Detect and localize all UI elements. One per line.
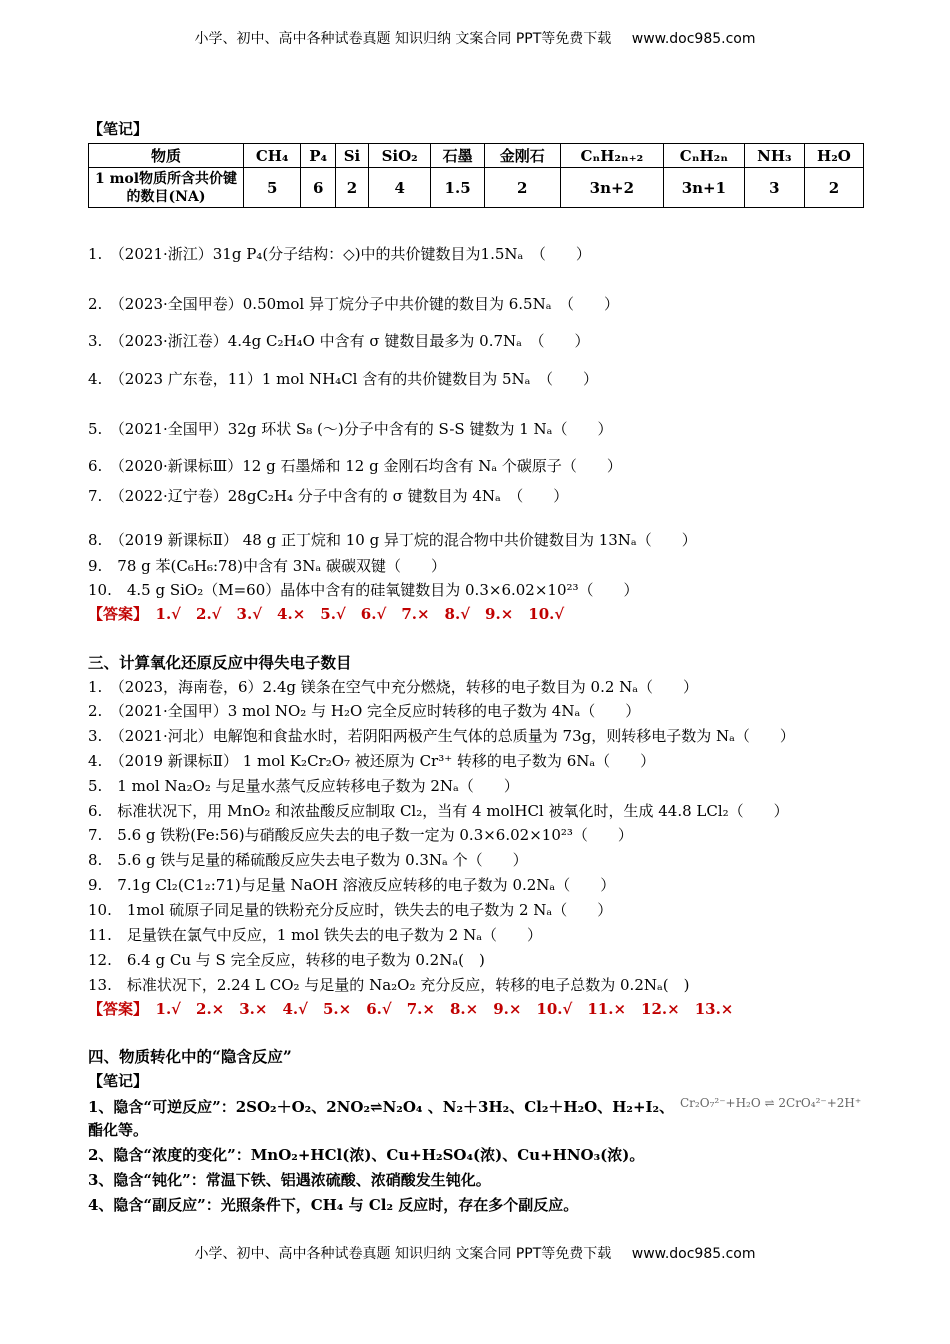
table-value-row: [89, 168, 864, 208]
note-line: 3、隐含“钝化”：常温下铁、铝遇浓硫酸、浓硝酸发生钝化。: [88, 1171, 491, 1189]
note-line: 2、隐含“浓度的变化”：MnO₂+HCl(浓)、Cu+H₂SO₄(浓)、Cu+HNO₃(浓)。: [88, 1146, 645, 1164]
note-label: 【笔记】: [88, 1072, 149, 1090]
question-item: 2. （2021·全国甲）3 mol NO₂ 与 H₂O 完全反应时转移的电子数为 4Nₐ（ ）: [88, 702, 641, 720]
question-item: 4. （2023 广东卷，11）1 mol NH₄Cl 含有的共价键数目为 5Nₐ （ ）: [88, 370, 598, 388]
question-item: 12. 6.4 g Cu 与 S 完全反应，转移的电子数为 0.2Nₐ( ): [88, 951, 485, 969]
note-line: 4、隐含“副反应”：光照条件下，CH₄ 与 Cl₂ 反应时，存在多个副反应。: [88, 1196, 579, 1214]
table-header-cell: 物质: [89, 144, 244, 168]
section-title: 四、物质转化中的“隐含反应”: [88, 1047, 292, 1066]
table-header-cell: 石墨: [431, 144, 484, 168]
header-text: 小学、初中、高中各种试卷真题 知识归纳 文案合同 PPT等免费下载: [194, 31, 612, 47]
table-cell: 5: [244, 168, 301, 208]
bond-count-table: [88, 143, 864, 208]
table-header-cell: CH₄: [244, 144, 301, 168]
question-item: 11. 足量铁在氯气中反应，1 mol 铁失去的电子数为 2 Nₐ（ ）: [88, 926, 542, 944]
section-title: 三、计算氧化还原反应中得失电子数目: [88, 653, 352, 672]
question-item: 10. 1mol 硫原子同足量的铁粉充分反应时，铁失去的电子数为 2 Nₐ（ ）: [88, 901, 613, 919]
table-cell: 2: [336, 168, 369, 208]
table-cell: 1.5: [431, 168, 484, 208]
note-line: 酯化等。: [88, 1121, 149, 1139]
table-header-cell: CₙH₂ₙ₊₂: [560, 144, 663, 168]
table-header-cell: NH₃: [744, 144, 804, 168]
answer-line: 【答案】 1.√ 2.× 3.× 4.√ 5.× 6.√ 7.× 8.× 9.× 10.√ 11.× 12.× 13.×: [88, 1000, 734, 1018]
question-item: 4. （2019 新课标Ⅱ） 1 mol K₂Cr₂O₇ 被还原为 Cr³⁺ 转移的电子数为 6Nₐ（ ）: [88, 752, 656, 770]
footer-text: 小学、初中、高中各种试卷真题 知识归纳 文案合同 PPT等免费下载: [194, 1246, 612, 1262]
table-row-label: 1 mol物质所含共价键的数目(NA): [89, 168, 244, 208]
table-header-cell: H₂O: [804, 144, 863, 168]
question-item: 13. 标准状况下，2.24 L CO₂ 与足量的 Na₂O₂ 充分反应，转移的电子总数为 0.2Nₐ( ): [88, 976, 690, 994]
page-footer: [0, 1243, 950, 1263]
page-header: [0, 28, 950, 48]
table-cell: 4: [368, 168, 431, 208]
table-cell: 2: [484, 168, 560, 208]
header-url[interactable]: www.doc985.com: [631, 31, 756, 47]
question-item: 7. 5.6 g 铁粉(Fe:56)与硝酸反应失去的电子数一定为 0.3×6.02×10²³（ ）: [88, 826, 633, 844]
question-item: 6. 标准状况下，用 MnO₂ 和浓盐酸反应制取 Cl₂，当有 4 molHCl 被氧化时，生成 44.8 LCl₂（ ）: [88, 802, 789, 820]
table-cell: 3n+1: [663, 168, 744, 208]
question-item: 6. （2020·新课标Ⅲ）12 g 石墨烯和 12 g 金刚石均含有 Nₐ 个碳原子（ ）: [88, 457, 622, 475]
note-line: 1、隐含“可逆反应”：2SO₂＋O₂、2NO₂⇌N₂O₄ 、N₂＋3H₂、Cl₂＋H₂O、H₂+I₂、: [88, 1098, 675, 1116]
question-item: 5. （2021·全国甲）32g 环状 S₈ (～)分子中含有的 S-S 键数为 1 Nₐ（ ）: [88, 420, 613, 438]
table-cell: 3: [744, 168, 804, 208]
question-item: 2. （2023·全国甲卷）0.50mol 异丁烷分子中共价键的数目为 6.5Nₐ （ ）: [88, 295, 620, 313]
document-body: [88, 118, 878, 208]
table-header-cell: Si: [336, 144, 369, 168]
table-cell: 2: [804, 168, 863, 208]
table-cell: 6: [301, 168, 336, 208]
table-cell: 3n+2: [560, 168, 663, 208]
note-label: 【笔记】: [88, 120, 149, 138]
equilibrium-snippet: Cr₂O₇²⁻+H₂O ⇌ 2CrO₄²⁻+2H⁺: [680, 1096, 862, 1110]
question-item: 9. 78 g 苯(C₆H₆:78)中含有 3Nₐ 碳碳双键（ ）: [88, 557, 446, 575]
question-item: 1. （2021·浙江）31g P₄(分子结构：◇)中的共价键数目为1.5Nₐ （ ）: [88, 245, 591, 263]
footer-url[interactable]: www.doc985.com: [631, 1246, 756, 1262]
question-item: 8. 5.6 g 铁与足量的稀硫酸反应失去电子数为 0.3Nₐ 个（ ）: [88, 851, 528, 869]
table-header-row: [89, 144, 864, 168]
question-item: 1. （2023，海南卷，6）2.4g 镁条在空气中充分燃烧，转移的电子数目为 0.2 Nₐ（ ）: [88, 678, 699, 696]
table-header-cell: 金刚石: [484, 144, 560, 168]
question-item: 9. 7.1g Cl₂(C1₂:71)与足量 NaOH 溶液反应转移的电子数为 0.2Nₐ（ ）: [88, 876, 616, 894]
table-header-cell: CₙH₂ₙ: [663, 144, 744, 168]
question-item: 7. （2022·辽宁卷）28gC₂H₄ 分子中含有的 σ 键数目为 4Nₐ （ ）: [88, 487, 569, 505]
table-header-cell: SiO₂: [368, 144, 431, 168]
question-item: 8. （2019 新课标Ⅱ） 48 g 正丁烷和 10 g 异丁烷的混合物中共价键数目为 13Nₐ（ ）: [88, 531, 697, 549]
question-item: 5. 1 mol Na₂O₂ 与足量水蒸气反应转移电子数为 2Nₐ（ ）: [88, 777, 519, 795]
question-item: 3. （2023·浙江卷）4.4g C₂H₄O 中含有 σ 键数目最多为 0.7Nₐ （ ）: [88, 332, 590, 350]
question-item: 3. （2021·河北）电解饱和食盐水时，若阴阳两极产生气体的总质量为 73g，则转移电子数为 Nₐ（ ）: [88, 727, 795, 745]
table-header-cell: P₄: [301, 144, 336, 168]
question-item: 10. 4.5 g SiO₂（M=60）晶体中含有的硅氧键数目为 0.3×6.02×10²³（ ）: [88, 581, 639, 599]
answer-line: 【答案】 1.√ 2.√ 3.√ 4.× 5.√ 6.√ 7.× 8.√ 9.× 10.√: [88, 605, 565, 623]
